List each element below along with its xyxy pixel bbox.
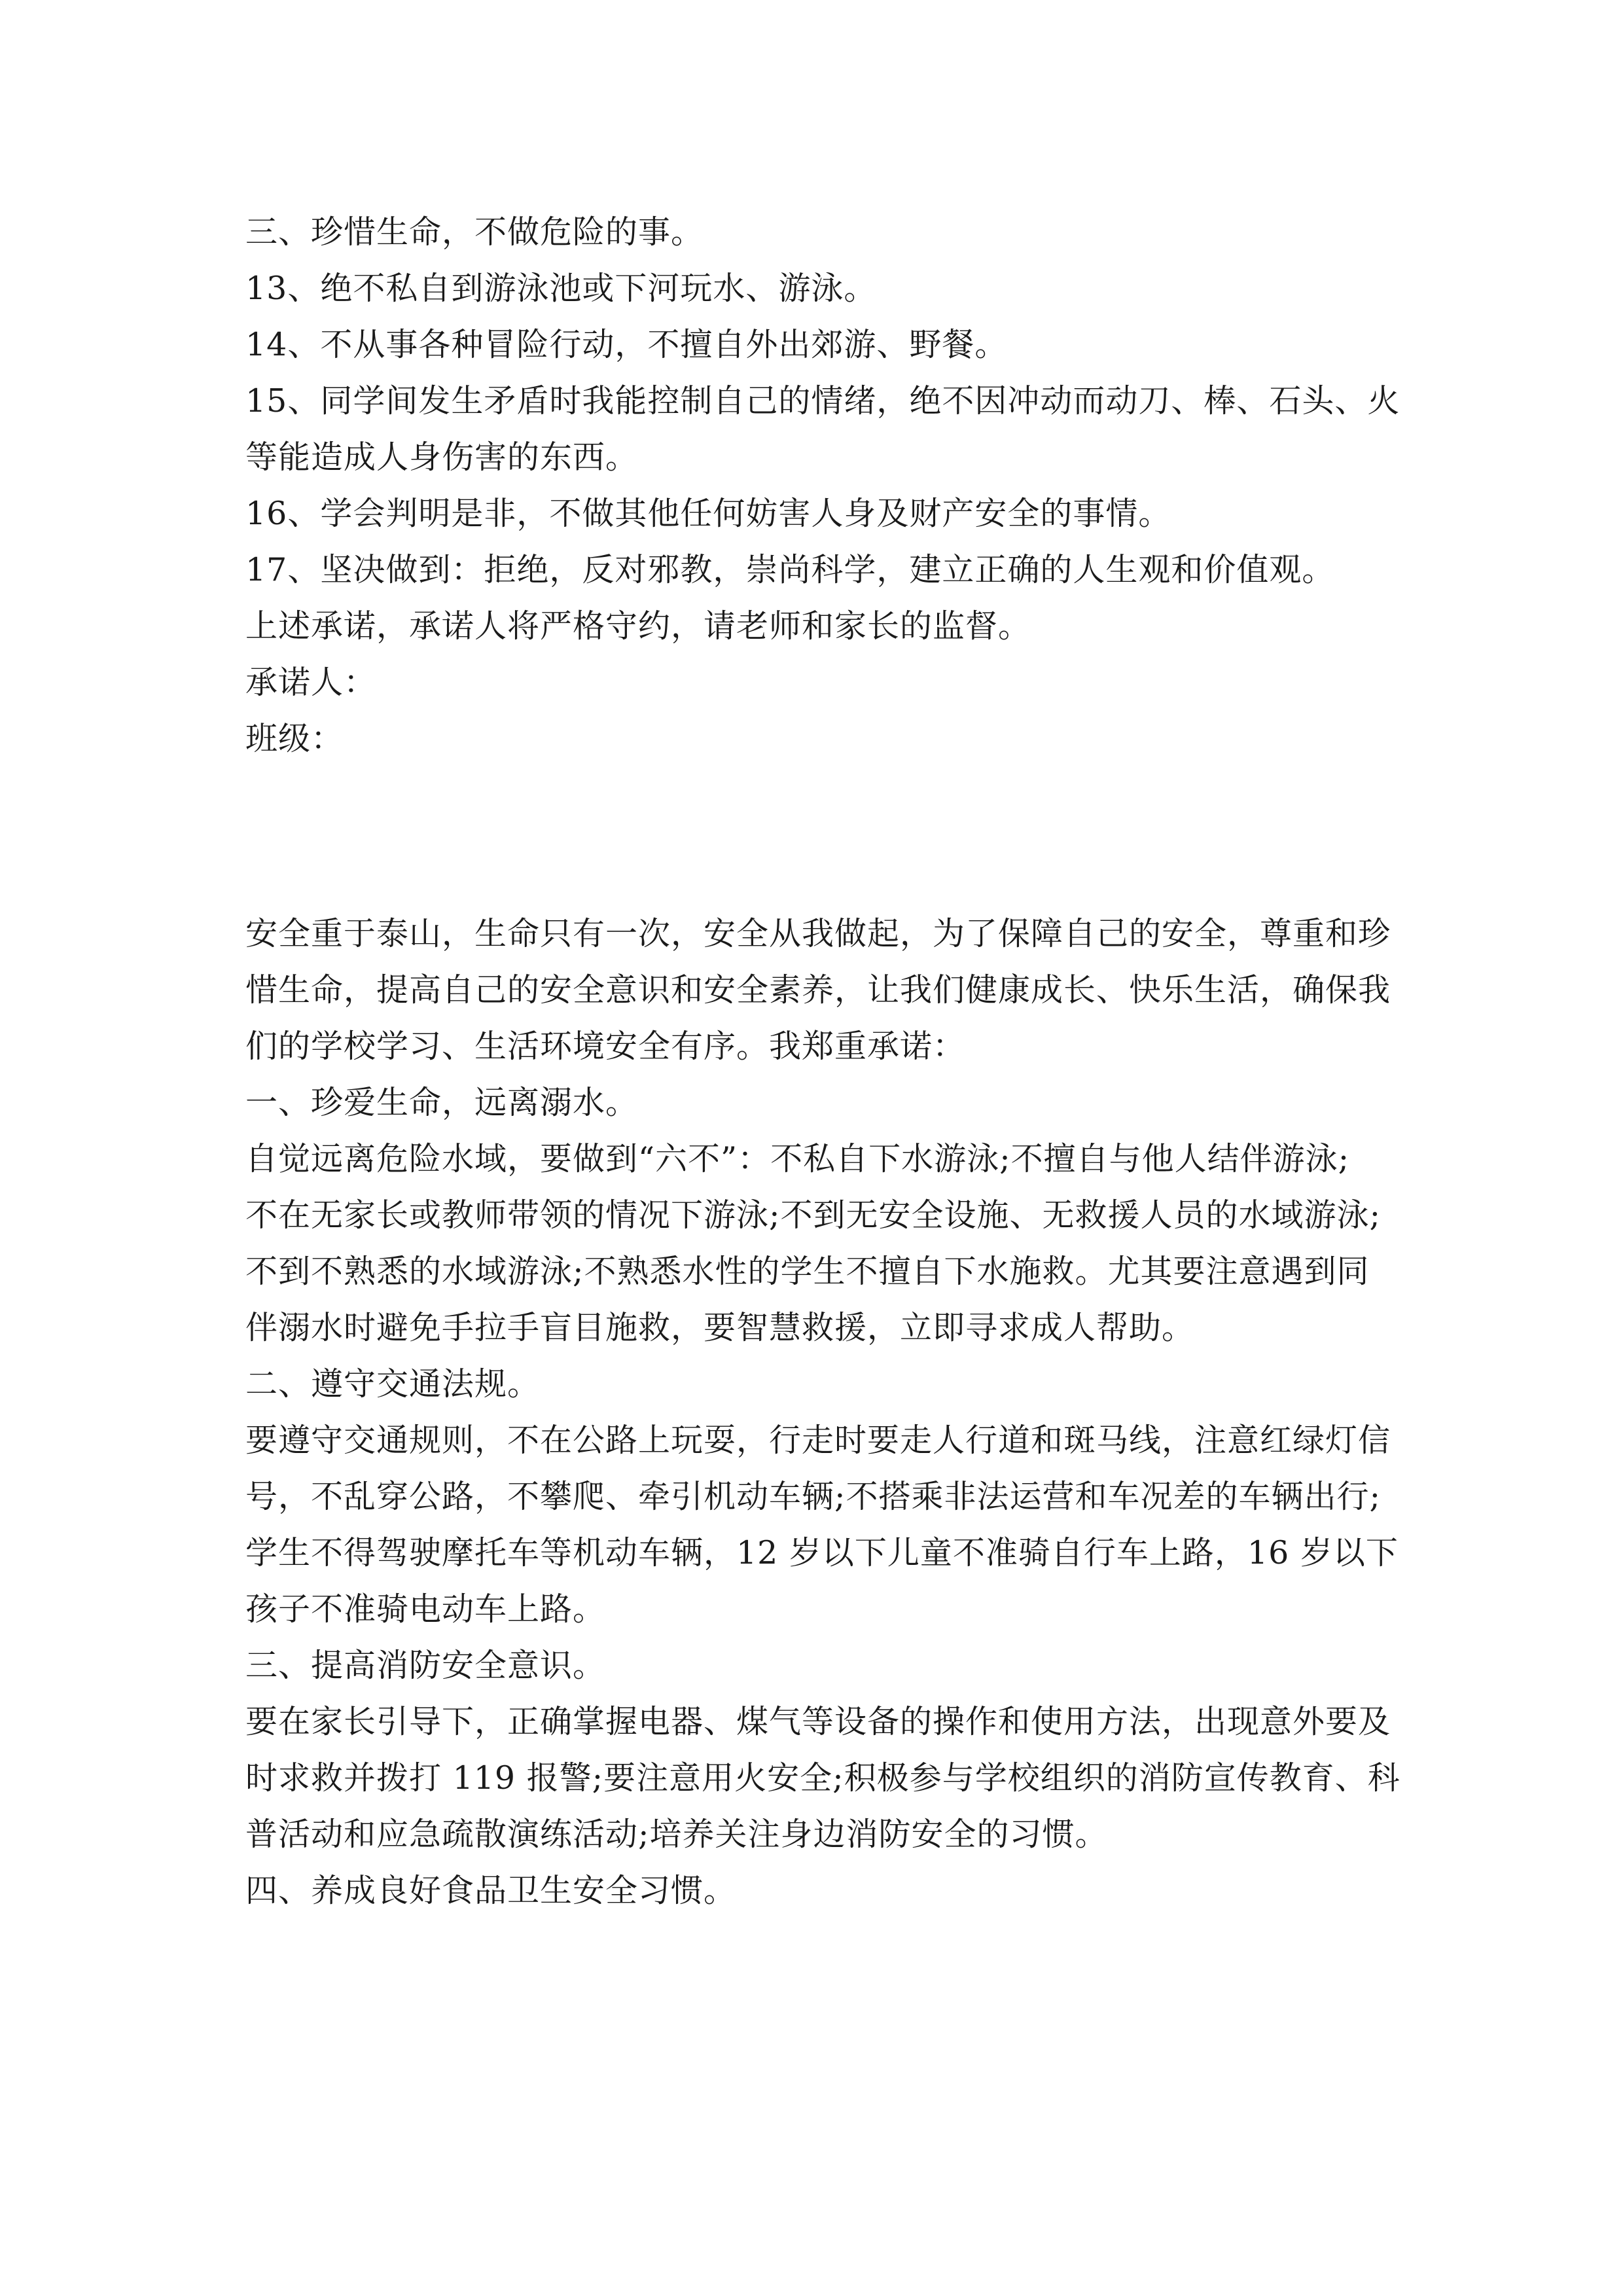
drowning-line-2: 不在无家长或教师带领的情况下游泳;不到无安全设施、无救援人员的水域游泳; bbox=[245, 1196, 1382, 1234]
safety-pledge-section bbox=[245, 906, 1400, 1919]
item-15: 15、同学间发生矛盾时我能控制自己的情绪，绝不因冲动而动刀、棒、石头、火 bbox=[245, 382, 1400, 420]
class-label: 班级： bbox=[245, 720, 344, 757]
intro-line-1: 安全重于泰山，生命只有一次，安全从我做起，为了保障自己的安全，尊重和珍 bbox=[245, 915, 1391, 952]
drowning-line-3: 不到不熟悉的水域游泳;不熟悉水性的学生不擅自下水施救。尤其要注意遇到同 bbox=[245, 1253, 1370, 1290]
item-14: 14、不从事各种冒险行动，不擅自外出郊游、野餐。 bbox=[245, 326, 1008, 363]
heading-fire-safety: 三、提高消防安全意识。 bbox=[245, 1647, 606, 1684]
fire-line-1: 要在家长引导下，正确掌握电器、煤气等设备的操作和使用方法，出现意外要及 bbox=[245, 1703, 1391, 1740]
traffic-line-3: 学生不得驾驶摩托车等机动车辆，12 岁以下儿童不准骑自行车上路，16 岁以下 bbox=[245, 1534, 1399, 1571]
drowning-line-4: 伴溺水时避免手拉手盲目施救，要智慧救援，立即寻求成人帮助。 bbox=[245, 1309, 1195, 1346]
heading-cherish-life: 三、珍惜生命，不做危险的事。 bbox=[245, 213, 704, 251]
item-16: 16、学会判明是非，不做其他任何妨害人身及财产安全的事情。 bbox=[245, 495, 1171, 532]
intro-line-3: 们的学校学习、生活环境安全有序。我郑重承诺： bbox=[245, 1028, 966, 1065]
pledge-statement: 上述承诺，承诺人将严格守约，请老师和家长的监督。 bbox=[245, 607, 1031, 645]
heading-drowning: 一、珍爱生命，远离溺水。 bbox=[245, 1084, 639, 1121]
traffic-line-1: 要遵守交通规则，不在公路上玩耍，行走时要走人行道和斑马线，注意红绿灯信 bbox=[245, 1422, 1391, 1459]
fire-line-2: 时求救并拨打 119 报警;要注意用火安全;积极参与学校组织的消防宣传教育、科 bbox=[245, 1759, 1400, 1797]
pledge-items-section bbox=[245, 204, 1400, 767]
heading-food-safety: 四、养成良好食品卫生安全习惯。 bbox=[245, 1872, 737, 1909]
item-13: 13、绝不私自到游泳池或下河玩水、游泳。 bbox=[245, 270, 877, 307]
item-15-continued: 等能造成人身伤害的东西。 bbox=[245, 439, 639, 476]
traffic-line-2: 号，不乱穿公路，不攀爬、牵引机动车辆;不搭乘非法运营和车况差的车辆出行; bbox=[245, 1478, 1382, 1515]
signer-label: 承诺人： bbox=[245, 664, 377, 701]
drowning-line-1: 自觉远离危险水域，要做到“六不”：不私自下水游泳;不擅自与他人结伴游泳; bbox=[245, 1140, 1350, 1177]
intro-line-2: 惜生命，提高自己的安全意识和安全素养，让我们健康成长、快乐生活，确保我 bbox=[245, 971, 1391, 1009]
fire-line-3: 普活动和应急疏散演练活动;培养关注身边消防安全的习惯。 bbox=[245, 1816, 1108, 1853]
traffic-line-4: 孩子不准骑电动车上路。 bbox=[245, 1590, 606, 1628]
heading-traffic: 二、遵守交通法规。 bbox=[245, 1365, 541, 1403]
item-17: 17、坚决做到：拒绝，反对邪教，崇尚科学，建立正确的人生观和价值观。 bbox=[245, 551, 1335, 588]
